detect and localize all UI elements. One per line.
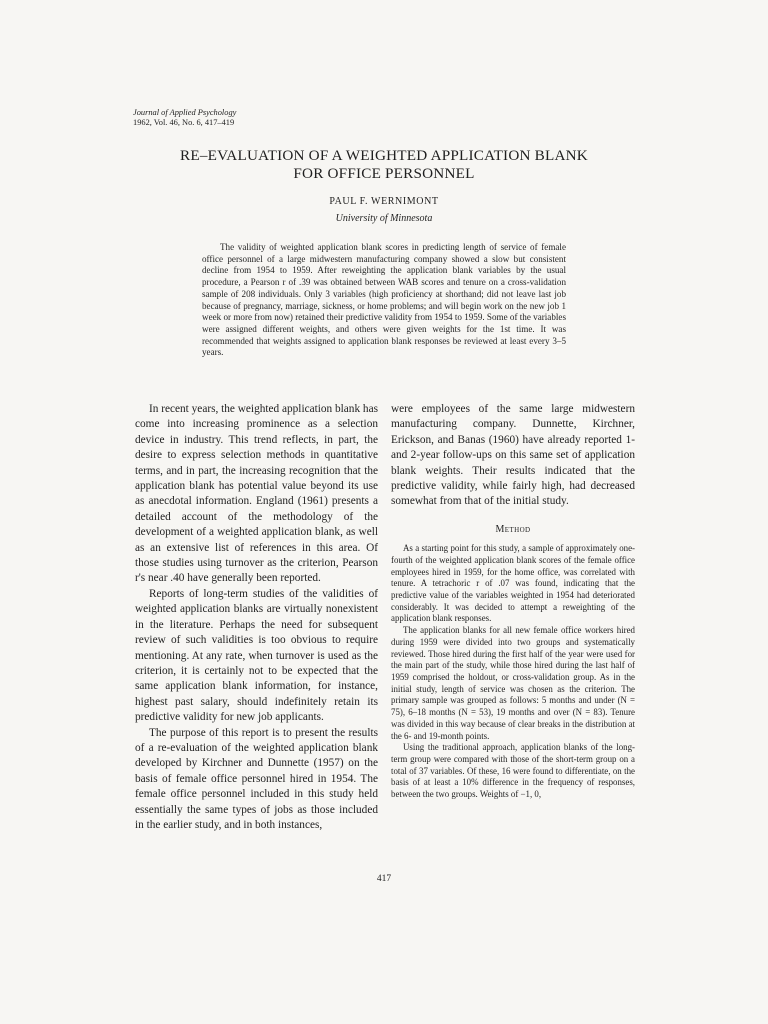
abstract-text: The validity of weighted application blank scores in predicting length of service of female office personnel of a large midwestern manufacturing company showed a slow but consistent decline from 1954 to 1959. After reweighting the application blank variables by the usual procedure, a Pearson r of .39 was obtained between WAB scores and tenure on a cross-validation sample of 208 individuals. Only 3 variables (high proficiency at shorthand; did not leave last job because of pregnancy, marriage, sickness, or home problems; and will begin work on the new job 1 week or more from now) retained their predictive validity from 1954 to 1959. Some of the variables were assigned different weights, and others were given weights for the 1st time. It was recommended that weights assigned to application blank responses be reviewed at least every 3–5 years. bbox=[202, 242, 566, 358]
author-affiliation: University of Minnesota bbox=[335, 213, 433, 224]
journal-reference bbox=[133, 108, 236, 127]
method-paragraph: The application blanks for all new female office workers hired during 1959 were divided into two groups and systematically reviewed. Those hired during the first half of the year were used for the main part of the study, while those hired during the last half of 1959 comprised the holdout, or cross-validation group. As in the initial study, length of service was chosen as the criterion. The primary sample was grouped as follows: 5 months and under (N = 75), 6–18 months (N = 53), 19 months and over (N = 83). Tenure was divided in this way because of clear breaks in the distribution at the 6- and 19-month points. bbox=[391, 625, 635, 741]
title-line-2: FOR OFFICE PERSONNEL bbox=[293, 165, 475, 183]
body-paragraph: The purpose of this report is to present the results of a re-evaluation of the weighted application blank developed by Kirchner and Dunnette (1957) on the basis of female office personnel hired in 1954. The female office personnel included in this study held essentially the same types of jobs as those included in the earlier study, and in both instances, bbox=[135, 726, 378, 831]
author-name: PAUL F. WERNIMONT bbox=[329, 196, 439, 207]
journal-citation: 1962, Vol. 46, No. 6, 417–419 bbox=[133, 117, 235, 127]
body-paragraph: In recent years, the weighted application blank has come into increasing prominence as a selection device in industry. This trend reflects, in part, the desire to express selection methods in quantitative terms, and in part, the increasing recognition that the application blank has potential value beyond its use as anecdotal information. England (1961) presents a detailed account of the methodology of the development of a weighted application blank, as well as an extensive list of references in this area. Of those studies using turnover as the criterion, Pearson r's near .40 have generally been reported. bbox=[135, 403, 378, 585]
body-paragraph-continued: were employees of the same large midwestern manufacturing company. Dunnette, Kirchner, Erickson, and Banas (1960) have already reported 1- and 2-year follow-ups on this same set of application blank weights. Their results indicated that the predictive validity, while fairly high, had decreased somewhat from that of the initial study. bbox=[391, 403, 635, 508]
journal-name: Journal of Applied Psychology bbox=[133, 108, 237, 117]
body-column-right bbox=[391, 402, 635, 801]
body-paragraph: Reports of long-term studies of the validities of weighted application blanks are virtually nonexistent in the literature. Perhaps the need for subsequent review of such validities is too obvious to require mentioning. At any rate, when turnover is used as the criterion, it is certainly not to be expected that the same application blank information, for instance, highest past salary, should indefinitely retain its predictive validity for new job applicants. bbox=[135, 587, 378, 724]
abstract bbox=[202, 242, 566, 359]
article-title bbox=[120, 147, 648, 183]
page-number: 417 bbox=[376, 874, 392, 884]
section-heading-method: Method bbox=[495, 523, 531, 535]
title-line-1: RE–EVALUATION OF A WEIGHTED APPLICATION BLANK bbox=[180, 147, 588, 164]
method-section bbox=[391, 543, 635, 800]
method-paragraph: Using the traditional approach, application blanks of the long-term group were compared with those of the short-term group on a total of 37 variables. Of these, 16 were found to differentiate, on the basis of at least a 10% difference in the frequency of responses, between the two groups. Weights of −1, 0, bbox=[391, 742, 635, 800]
body-column-left bbox=[135, 402, 378, 833]
method-paragraph: As a starting point for this study, a sample of approximately one-fourth of the weighted application blank scores of the female office employees hired in 1959, for the home office, was correlated with tenure. A tetrachoric r of .07 was found, indicating that the predictive value of the variables weighted in 1954 had deteriorated considerably. It was decided to attempt a reweighting of the application blank responses. bbox=[391, 543, 635, 624]
